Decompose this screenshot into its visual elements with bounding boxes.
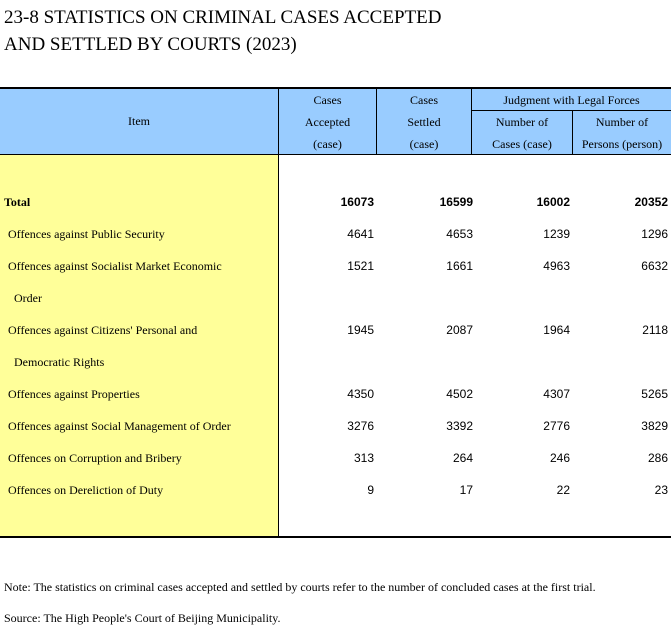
cell-persons: 6632 — [641, 259, 668, 273]
cell-settled: 3392 — [446, 419, 473, 433]
cell-cases: 4963 — [543, 259, 570, 273]
table-source: Source: The High People's Court of Beijing Municipality. — [4, 611, 281, 625]
header-number-of-persons: Number of Persons (person) — [581, 115, 663, 151]
row-label: Offences against Social Management of Order — [8, 419, 231, 433]
cell-cases: 1239 — [543, 227, 570, 241]
cell-accepted: 313 — [353, 451, 374, 465]
cell-persons: 23 — [654, 483, 668, 497]
cell-persons: 286 — [647, 451, 668, 465]
cell-persons: 1296 — [641, 227, 668, 241]
title-line-1: 23-8 STATISTICS ON CRIMINAL CASES ACCEPTED — [4, 7, 442, 28]
row-label: Offences against Properties — [8, 387, 140, 401]
row-label-continued: Order — [14, 291, 42, 305]
cell-settled: 2087 — [446, 323, 473, 337]
cell-persons: 3829 — [641, 419, 668, 433]
title-line-2: AND SETTLED BY COURTS (2023) — [4, 34, 297, 55]
header-judgment: Judgment with Legal Forces — [503, 93, 640, 107]
cell-settled: 264 — [452, 451, 473, 465]
cell-cases: 246 — [549, 451, 570, 465]
table-bottom-border — [0, 536, 671, 538]
cell-persons: 5265 — [641, 387, 668, 401]
cell-accepted: 1521 — [347, 259, 374, 273]
cell-settled: 16599 — [439, 195, 473, 209]
cell-cases: 1964 — [543, 323, 570, 337]
header-accepted: Cases Accepted (case) — [304, 93, 351, 151]
cell-cases: 22 — [556, 483, 570, 497]
row-label: Offences against Citizens' Personal and — [8, 323, 198, 337]
cell-accepted: 3276 — [347, 419, 374, 433]
cell-accepted: 4641 — [347, 227, 374, 241]
cell-cases: 4307 — [543, 387, 570, 401]
row-label: Offences on Corruption and Bribery — [8, 451, 182, 465]
row-label-continued: Democratic Rights — [14, 355, 105, 369]
header-item: Item — [128, 114, 150, 128]
cell-cases: 2776 — [543, 419, 570, 433]
row-label: Offences against Public Security — [8, 227, 165, 241]
cell-accepted: 16073 — [340, 195, 374, 209]
row-label-total: Total — [4, 195, 31, 209]
row-label: Offences against Socialist Market Economic — [8, 259, 222, 273]
cell-settled: 1661 — [446, 259, 473, 273]
page-title — [4, 4, 644, 58]
header-number-of-cases: Number of Cases (case) — [492, 115, 552, 151]
col-divider-1 — [278, 89, 279, 537]
cell-accepted: 9 — [367, 483, 374, 497]
header-settled: Cases Settled (case) — [407, 93, 441, 151]
cell-persons: 2118 — [642, 323, 668, 337]
cell-settled: 4653 — [446, 227, 473, 241]
table-note: Note: The statistics on criminal cases accepted and settled by courts refer to the number of concluded cases at the first trial. — [4, 580, 596, 594]
cell-cases: 16002 — [536, 195, 570, 209]
cell-persons: 20352 — [634, 195, 668, 209]
cell-settled: 4502 — [446, 387, 473, 401]
cell-settled: 17 — [459, 483, 473, 497]
cell-accepted: 4350 — [347, 387, 374, 401]
statistics-table — [0, 87, 671, 538]
row-label: Offences on Dereliction of Duty — [8, 483, 164, 497]
cell-accepted: 1945 — [347, 323, 374, 337]
